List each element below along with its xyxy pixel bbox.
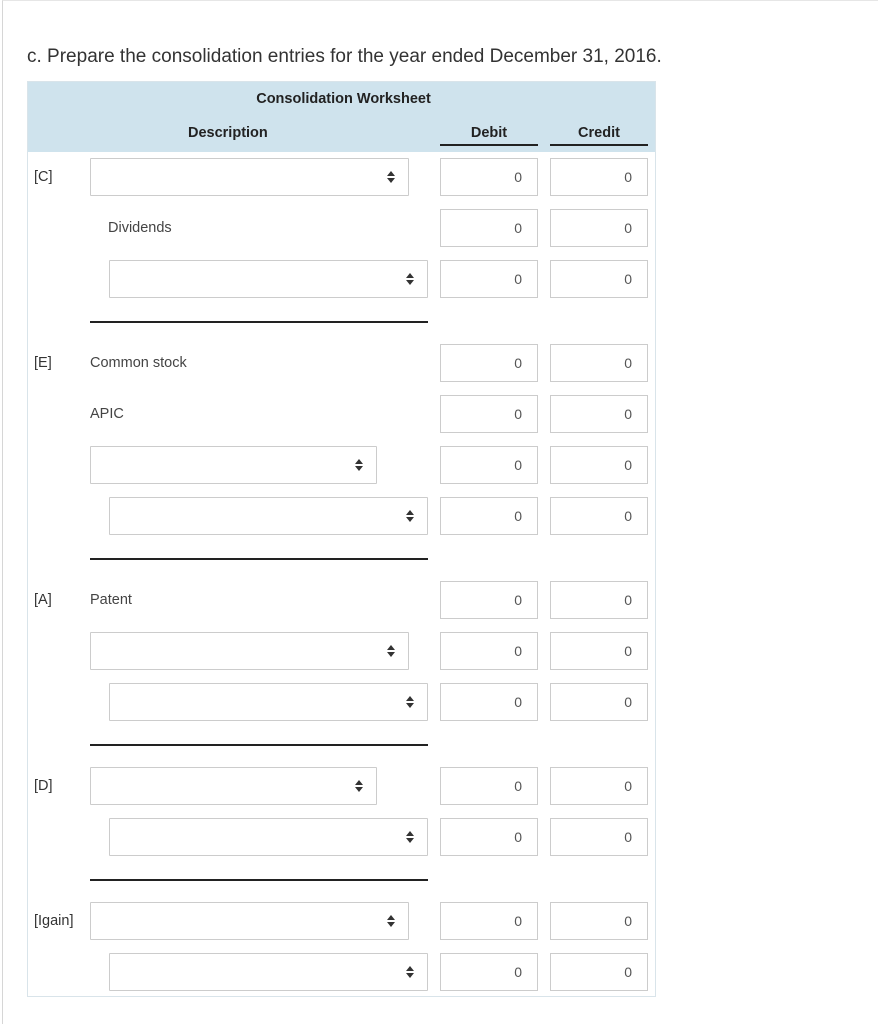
credit-input[interactable]: 0 xyxy=(550,953,648,991)
select-arrows-glyph xyxy=(386,913,396,929)
debit-header-underline xyxy=(440,144,538,146)
debit-input[interactable]: 0 xyxy=(440,683,538,721)
credit-input[interactable]: 0 xyxy=(550,344,648,382)
entry-separator xyxy=(90,744,428,746)
credit-input[interactable]: 0 xyxy=(550,581,648,619)
arrow-up-icon xyxy=(406,966,414,971)
select-arrows-icon xyxy=(354,778,364,794)
account-select[interactable] xyxy=(109,818,428,856)
select-arrows-icon xyxy=(386,643,396,659)
arrow-up-icon xyxy=(406,831,414,836)
account-select[interactable] xyxy=(109,683,428,721)
arrow-down-icon xyxy=(406,703,414,708)
account-name: Patent xyxy=(90,592,132,608)
select-arrows-glyph xyxy=(354,778,364,794)
credit-input[interactable]: 0 xyxy=(550,209,648,247)
debit-input[interactable]: 0 xyxy=(440,767,538,805)
arrow-up-icon xyxy=(387,645,395,650)
credit-input[interactable]: 0 xyxy=(550,683,648,721)
arrow-up-icon xyxy=(406,696,414,701)
entry-label-a: [A] xyxy=(34,592,52,608)
credit-input[interactable]: 0 xyxy=(550,446,648,484)
entry-separator xyxy=(90,558,428,560)
entry-label-e: [E] xyxy=(34,355,52,371)
arrow-up-icon xyxy=(355,780,363,785)
account-name: Common stock xyxy=(90,355,187,371)
arrow-down-icon xyxy=(406,838,414,843)
arrow-down-icon xyxy=(406,280,414,285)
select-arrows-icon xyxy=(405,829,415,845)
arrow-down-icon xyxy=(355,787,363,792)
debit-input[interactable]: 0 xyxy=(440,953,538,991)
select-arrows-glyph xyxy=(405,964,415,980)
worksheet-title-text: Consolidation Worksheet xyxy=(256,91,431,107)
select-arrows-glyph xyxy=(386,643,396,659)
select-arrows-icon xyxy=(405,694,415,710)
credit-column-header: Credit xyxy=(578,125,620,141)
credit-input[interactable]: 0 xyxy=(550,158,648,196)
select-arrows-glyph xyxy=(354,457,364,473)
arrow-down-icon xyxy=(406,517,414,522)
debit-input[interactable]: 0 xyxy=(440,632,538,670)
account-select[interactable] xyxy=(109,953,428,991)
account-name: Dividends xyxy=(108,220,172,236)
arrow-up-icon xyxy=(406,273,414,278)
account-select[interactable] xyxy=(90,767,377,805)
credit-input[interactable]: 0 xyxy=(550,902,648,940)
select-arrows-glyph xyxy=(405,508,415,524)
debit-column-header: Debit xyxy=(470,125,508,141)
debit-input[interactable]: 0 xyxy=(440,395,538,433)
arrow-up-icon xyxy=(406,510,414,515)
debit-input[interactable]: 0 xyxy=(440,158,538,196)
arrow-down-icon xyxy=(387,178,395,183)
select-arrows-icon xyxy=(386,913,396,929)
description-column-header: Description xyxy=(188,125,268,141)
debit-input[interactable]: 0 xyxy=(440,260,538,298)
entry-label-igain: [Igain] xyxy=(34,913,74,929)
arrow-down-icon xyxy=(406,973,414,978)
select-arrows-glyph xyxy=(405,829,415,845)
credit-input[interactable]: 0 xyxy=(550,818,648,856)
credit-input[interactable]: 0 xyxy=(550,767,648,805)
debit-input[interactable]: 0 xyxy=(440,344,538,382)
account-select[interactable] xyxy=(90,158,409,196)
entry-label-c: [C] xyxy=(34,169,53,185)
debit-input[interactable]: 0 xyxy=(440,209,538,247)
arrow-up-icon xyxy=(387,171,395,176)
credit-input[interactable]: 0 xyxy=(550,632,648,670)
arrow-up-icon xyxy=(387,915,395,920)
arrow-down-icon xyxy=(387,922,395,927)
question-text: c. Prepare the consolidation entries for the year ended December 31, 2016. xyxy=(27,46,662,67)
arrow-down-icon xyxy=(355,466,363,471)
select-arrows-glyph xyxy=(405,271,415,287)
arrow-up-icon xyxy=(355,459,363,464)
account-name: APIC xyxy=(90,406,124,422)
arrow-down-icon xyxy=(387,652,395,657)
worksheet-title xyxy=(28,91,656,107)
credit-header-underline xyxy=(550,144,648,146)
account-select[interactable] xyxy=(109,497,428,535)
select-arrows-icon xyxy=(386,169,396,185)
select-arrows-icon xyxy=(354,457,364,473)
credit-input[interactable]: 0 xyxy=(550,395,648,433)
account-select[interactable] xyxy=(90,632,409,670)
select-arrows-icon xyxy=(405,964,415,980)
consolidation-worksheet xyxy=(27,81,656,997)
debit-input[interactable]: 0 xyxy=(440,818,538,856)
worksheet-header xyxy=(28,82,655,152)
select-arrows-glyph xyxy=(405,694,415,710)
account-select[interactable] xyxy=(109,260,428,298)
debit-input[interactable]: 0 xyxy=(440,902,538,940)
select-arrows-icon xyxy=(405,508,415,524)
entry-separator xyxy=(90,321,428,323)
select-arrows-glyph xyxy=(386,169,396,185)
credit-input[interactable]: 0 xyxy=(550,497,648,535)
entry-separator xyxy=(90,879,428,881)
entry-label-d: [D] xyxy=(34,778,53,794)
account-select[interactable] xyxy=(90,446,377,484)
credit-input[interactable]: 0 xyxy=(550,260,648,298)
debit-input[interactable]: 0 xyxy=(440,497,538,535)
select-arrows-icon xyxy=(405,271,415,287)
debit-input[interactable]: 0 xyxy=(440,581,538,619)
account-select[interactable] xyxy=(90,902,409,940)
debit-input[interactable]: 0 xyxy=(440,446,538,484)
